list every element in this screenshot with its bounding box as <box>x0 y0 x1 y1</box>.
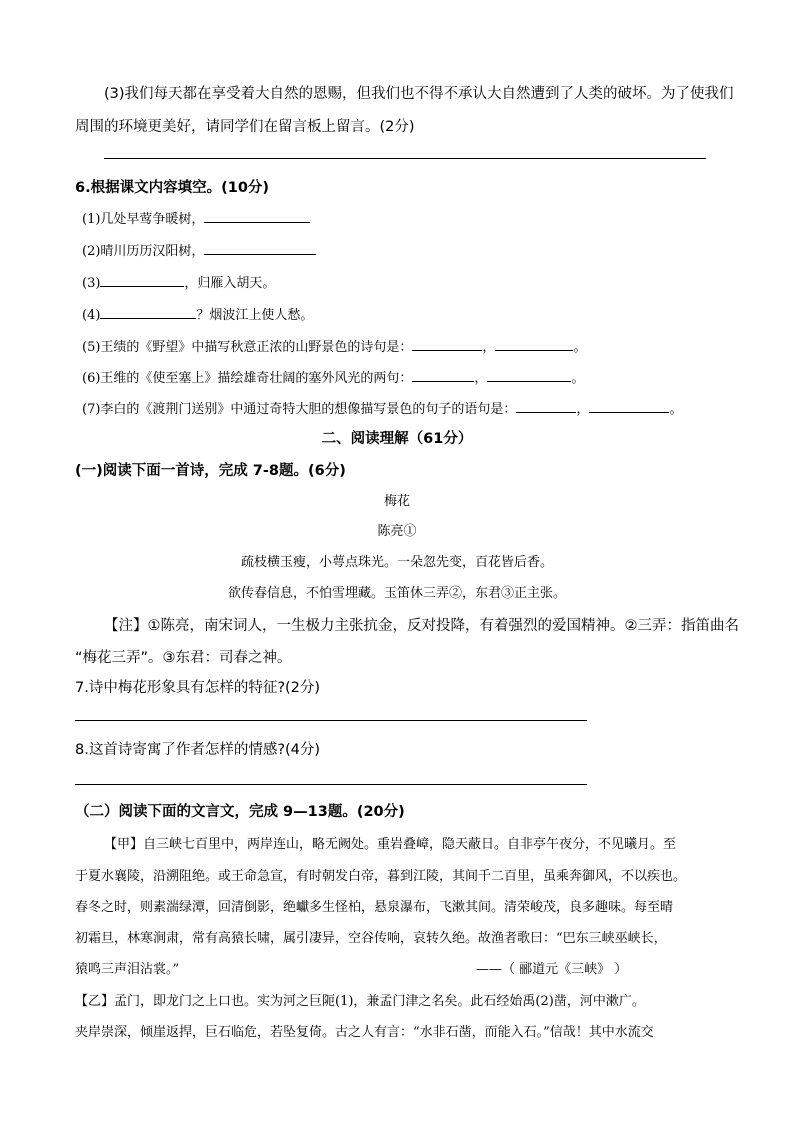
q6-item-6-blank-b <box>487 369 571 382</box>
q7-text: 7.诗中梅花形象具有怎样的特征?(2分) <box>75 680 321 696</box>
q6-item-5-blank-b <box>495 338 573 351</box>
q6-item-4-suffix: ？烟波江上使人愁。 <box>196 308 314 323</box>
q6-item-3-blank <box>100 274 184 287</box>
q8-text: 8.这首诗寄寓了作者怎样的情感?(4分) <box>75 742 321 758</box>
q6-item-1-text: (1)几处早莺争暖树， <box>82 212 205 227</box>
poem-line-1: 疏枝横玉瘦，小萼点珠光。一朵忽先变，百花皆后香。 <box>240 555 553 570</box>
answer-line-q8 <box>75 784 587 785</box>
q6-item-5-mid: ， <box>482 340 496 355</box>
q6-item-1-blank <box>204 210 310 223</box>
q6-item-2 <box>82 240 316 259</box>
answer-line-q7 <box>75 720 587 721</box>
section2-heading: 二、阅读理解（61分） <box>321 431 473 447</box>
poem-author: 陈亮① <box>377 524 417 539</box>
poem-line-2: 欲传春信息，不怕雪埋藏。玉笛休三弄②，东君③正主张。 <box>227 586 566 601</box>
q6-item-6-text: (6)王维的《使至塞上》描绘雄奇壮阔的塞外风光的两句： <box>82 371 413 386</box>
part1-heading: (一)阅读下面一首诗，完成 7-8题。(6分) <box>75 463 346 479</box>
q5-3-line1: (3)我们每天都在享受着大自然的恩赐，但我们也不得不承认大自然遭到了人类的破坏。为了使我们 <box>104 86 734 102</box>
jia-line-2: 于夏水襄陵，沿溯阻绝。或王命急宣，有时朝发白帝，暮到江陵，其间千二百里，虽乘奔御风，不以疾也。 <box>75 869 687 884</box>
q6-item-5 <box>82 336 586 355</box>
q6-item-7 <box>82 398 682 417</box>
q6-item-7-end: 。 <box>669 402 683 417</box>
q6-item-7-mid: ， <box>576 402 590 417</box>
poem-note-line1: 【注】①陈亮，南宋词人，一生极力主张抗金，反对投降，有着强烈的爱国精神。②三弄：指笛曲名 <box>104 618 739 634</box>
q6-item-4 <box>82 304 313 323</box>
jia-line-4: 初霜旦，林寒涧肃，常有高猿长啸，属引凄异，空谷传响，哀转久绝。故渔者歌曰：“巴东三峡巫峡长， <box>75 931 667 946</box>
poem-note-line2: “梅花三弄”。③东君：司春之神。 <box>75 650 292 666</box>
q6-item-5-text: (5)王绩的《野望》中描写秋意正浓的山野景色的诗句是： <box>82 340 413 355</box>
q6-item-6 <box>82 367 584 386</box>
q6-item-7-blank-a <box>516 400 576 413</box>
q5-3-line2: 周围的环境更美好，请同学们在留言板上留言。(2分) <box>75 119 415 135</box>
q6-item-2-text: (2)晴川历历汉阳树， <box>82 244 205 259</box>
answer-line-q5 <box>104 158 706 159</box>
q6-item-3-text: (3) <box>82 276 101 291</box>
jia-line-5: 猿鸣三声泪沾裳。” <box>75 962 180 977</box>
q6-item-1 <box>82 208 310 227</box>
part2-heading: （二）阅读下面的文言文，完成 9—13题。(20分) <box>75 804 405 820</box>
q6-item-4-blank <box>100 306 196 319</box>
q6-item-6-end: 。 <box>571 371 585 386</box>
q6-item-3 <box>82 272 275 291</box>
q6-item-2-blank <box>204 242 316 255</box>
q6-item-3-suffix: ，归雁入胡天。 <box>184 276 276 291</box>
yi-line-2: 夹岸崇深，倾崖返捍，巨石临危，若坠复倚。古之人有言：“水非石凿，而能入石。”信哉！其中水流交 <box>75 1025 654 1040</box>
yi-line-1: 【乙】孟门，即龙门之上口也。实为河之巨阨(1)，兼孟门津之名矣。此石经始禹(2)凿，河中漱广。 <box>75 994 645 1009</box>
q6-item-7-text: (7)李白的《渡荆门送别》中通过奇特大胆的想像描写景色的句子的语句是： <box>82 402 517 417</box>
q6-item-6-mid: ， <box>474 371 488 386</box>
q6-item-4-text: (4) <box>82 308 101 323</box>
jia-source: ——（ 郦道元《三峡》 ） <box>476 962 628 977</box>
q6-item-7-blank-b <box>589 400 669 413</box>
q6-item-5-end: 。 <box>573 340 587 355</box>
q6-item-5-blank-a <box>412 338 482 351</box>
jia-line-3: 春冬之时，则素湍绿潭，回清倒影，绝巘多生怪柏，悬泉瀑布，飞漱其间。清荣峻茂，良多趣味。每至晴 <box>75 900 674 915</box>
q6-heading: 6.根据课文内容填空。(10分) <box>75 180 270 196</box>
jia-line-1: 【甲】自三峡七百里中，两岸连山，略无阙处。重岩叠嶂，隐天蔽日。自非亭午夜分，不见曦月。至 <box>104 837 677 852</box>
q6-item-6-blank-a <box>412 369 474 382</box>
poem-title: 梅花 <box>383 494 410 509</box>
